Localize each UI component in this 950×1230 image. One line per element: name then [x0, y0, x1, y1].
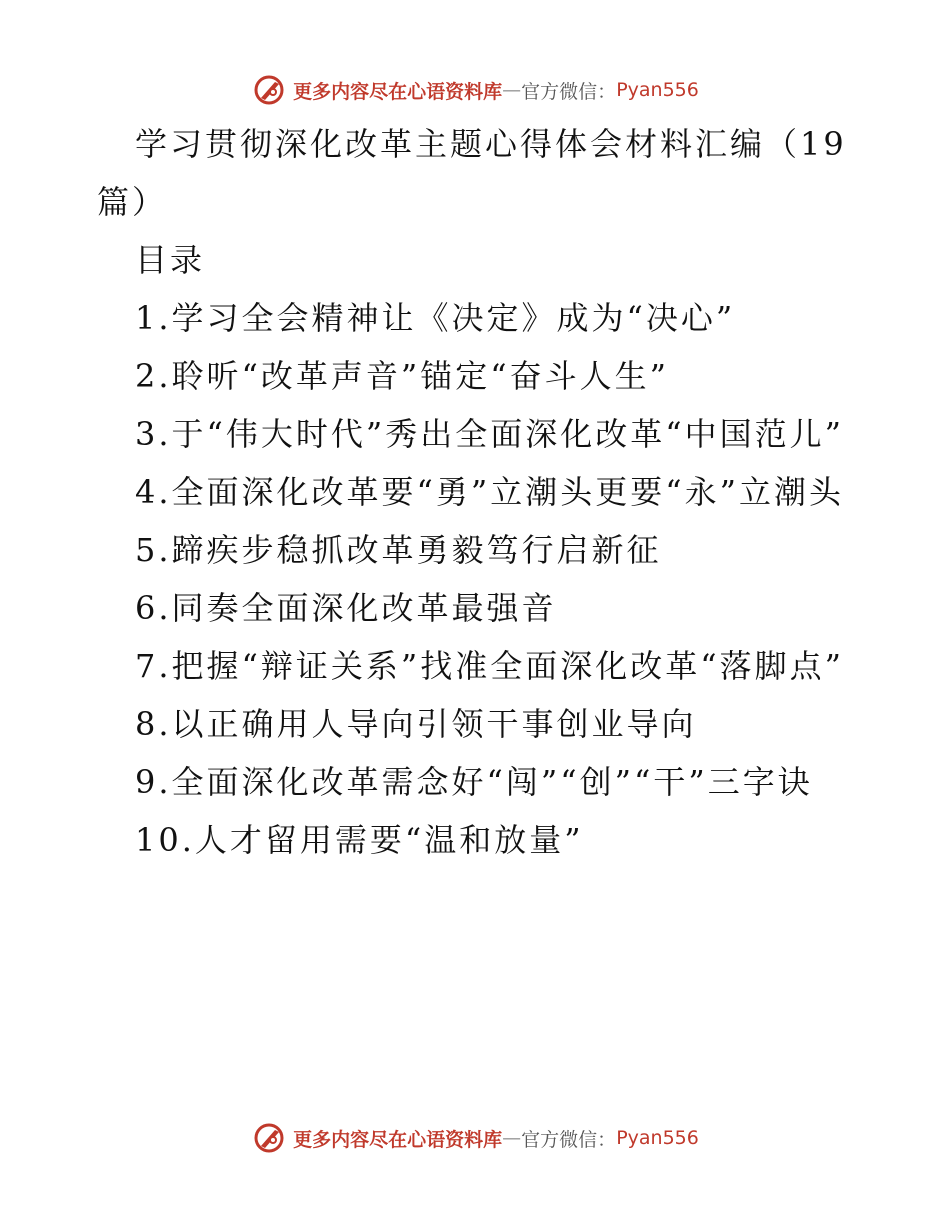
toc-item-4: 4.全面深化改革要“勇”立潮头更要“永”立潮头 [135, 473, 844, 511]
document-title: 学习贯彻深化改革主题心得体会材料汇编（19篇） [97, 125, 847, 221]
pen-swirl-logo-icon [251, 1120, 287, 1156]
watermark-label: 官方微信： [521, 80, 617, 103]
toc-item-9: 9.全面深化改革需念好“闯”“创”“干”三字诀 [135, 763, 813, 801]
watermark-label: 官方微信： [521, 1128, 617, 1151]
toc-item-6: 6.同奏全面深化改革最强音 [135, 589, 557, 627]
watermark-contact: Pyan556 [616, 79, 699, 101]
watermark-contact: Pyan556 [616, 1127, 699, 1149]
document-body [97, 115, 857, 869]
toc-heading: 目录 [135, 241, 206, 279]
pen-swirl-logo-icon [251, 72, 287, 108]
watermark-separator: — [502, 79, 522, 101]
header-watermark [0, 70, 950, 110]
toc-item-3: 3.于“伟大时代”秀出全面深化改革“中国范儿” [135, 415, 844, 453]
watermark-separator: — [502, 1127, 522, 1149]
toc-item-5: 5.蹄疾步稳抓改革勇毅笃行启新征 [135, 531, 662, 569]
watermark-brand: 更多内容尽在心语资料库 [293, 1128, 503, 1151]
toc-item-10: 10.人才留用需要“温和放量” [135, 821, 584, 859]
toc-item-7: 7.把握“辩证关系”找准全面深化改革“落脚点” [135, 647, 844, 685]
toc-item-8: 8.以正确用人导向引领干事创业导向 [135, 705, 697, 743]
watermark-brand: 更多内容尽在心语资料库 [293, 80, 503, 103]
footer-watermark [0, 1118, 950, 1158]
toc-item-1: 1.学习全会精神让《决定》成为“决心” [135, 299, 736, 337]
toc-item-2: 2.聆听“改革声音”锚定“奋斗人生” [135, 357, 669, 395]
